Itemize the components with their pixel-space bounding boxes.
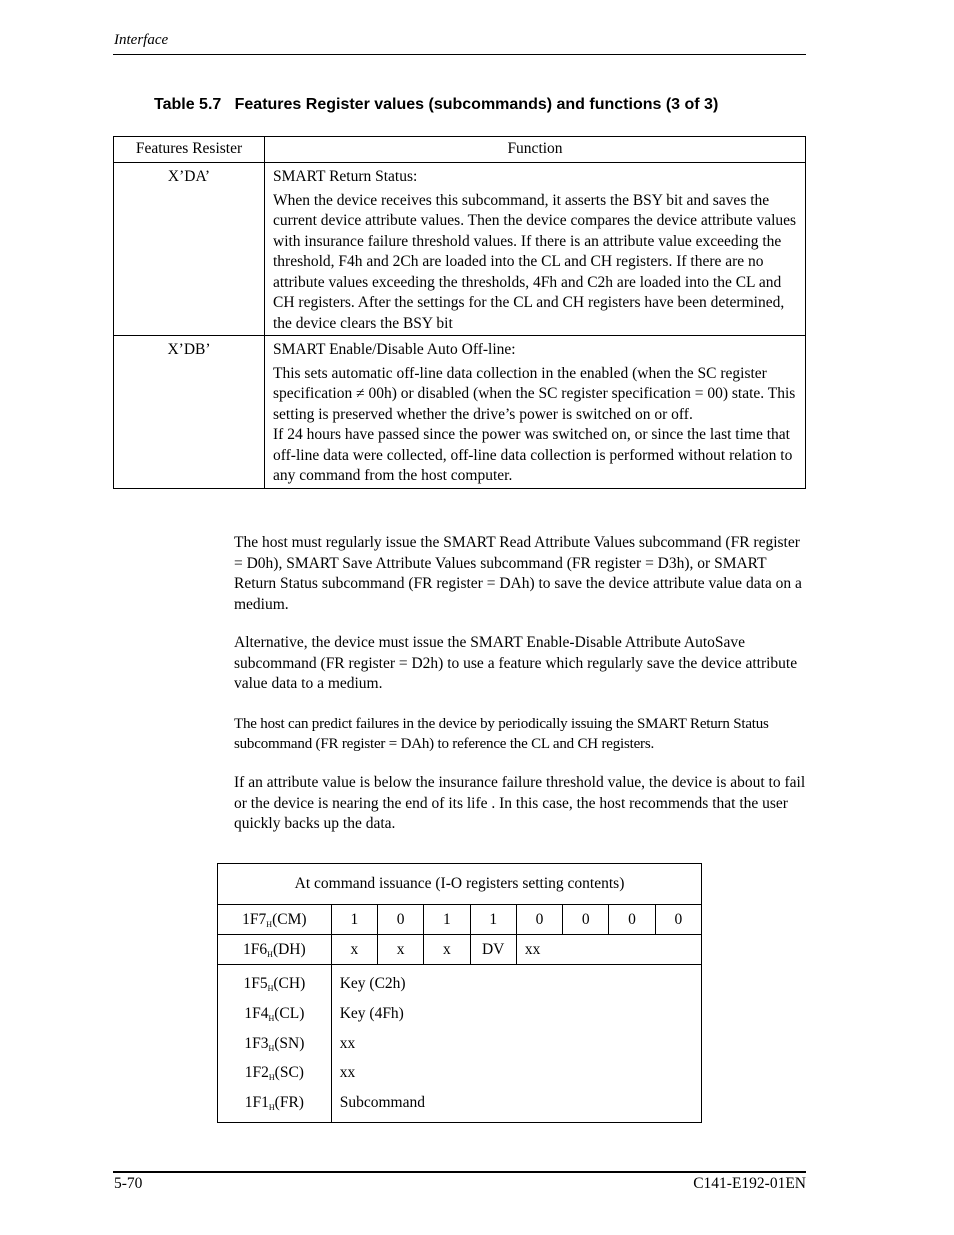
register-row-dh (218, 935, 702, 965)
register-value: xx (339, 1034, 356, 1052)
bit-value: 1 (424, 905, 470, 935)
function-description: When the device receives this subcommand, it asserts the BSY bit and saves the current device attribute values. Then the device compares the device attribute values with insurance failure threshold values. If there is an attribute value exceeding the threshold, F4h and 2Ch are loaded into the CL and CH registers. If there are no attribute values exceeding the thresholds, 4Fh and C2h are loaded into the CL and CH registers. After the settings for the CL and CH registers have been determined, the device clears the BSY bit (273, 191, 797, 332)
table-row (114, 163, 806, 336)
register-row-cm (218, 905, 702, 935)
feature-code: X’DB’ (114, 336, 265, 489)
register-table-caption: At command issuance (I-O registers setting contents) (218, 864, 702, 905)
register-value-column (331, 965, 701, 1123)
function-description-continued: If 24 hours have passed since the power was switched on, or since the last time that off-line data were collected, off-line data collection is performed without relation to any command from the host computer. (273, 426, 793, 484)
function-title: SMART Enable/Disable Auto Off-line: (273, 341, 516, 358)
bit-value: 0 (516, 905, 562, 935)
register-rows-stack (218, 965, 702, 1123)
register-value: Key (C2h) (339, 975, 406, 992)
bit-value: 1 (470, 905, 516, 935)
register-label: $1F3_H(SN)$ (244, 1034, 305, 1053)
register-caption-row (218, 864, 702, 905)
col-header-function: Function (265, 137, 806, 163)
paragraph-autosave: Alternative, the device must issue the SMART Enable-Disable Attribute AutoSave subcommand (FR register = D2h) to use a feature which regularly save the device attribute value data to a medium. (234, 634, 798, 692)
table-header-row (114, 137, 806, 163)
function-cell (265, 163, 806, 336)
col-header-features: Features Resister (114, 137, 265, 163)
register-label: $1F7_H(CM)$ (218, 905, 332, 935)
register-label: $1F6_H(DH)$ (218, 935, 332, 965)
register-value: Subcommand (339, 1094, 425, 1112)
table-row (114, 336, 806, 489)
header-rule (113, 54, 806, 55)
features-register-table (113, 136, 806, 489)
register-label: $1F4_H(CL)$ (244, 1004, 305, 1023)
bit-value: x (424, 935, 470, 965)
bit-value: 0 (563, 905, 609, 935)
register-value: xx (339, 1064, 356, 1082)
paragraph-predict-failures: The host can predict failures in the device by periodically issuing the SMART Return Status subcommand (FR register = DAh) to reference the CL and CH registers. (234, 716, 769, 752)
feature-code: X’DA’ (114, 163, 265, 336)
function-title: SMART Return Status: (273, 168, 418, 185)
register-label: $1F2_H(SC)$ (244, 1064, 304, 1083)
bit-value: 1 (331, 905, 377, 935)
running-header: Interface (114, 32, 169, 48)
function-description: This sets automatic off-line data collection in the enabled (when the SC register specification ≠ 00h) or disabled (when the SC register specification = 00) state. This setting is preserved whether the drive’s power is switched on or off. (273, 364, 796, 423)
bit-value: DV (470, 935, 516, 965)
bit-value: x (377, 935, 423, 965)
register-label-column (218, 965, 332, 1123)
register-label: $1F1_H(FR)$ (244, 1094, 304, 1113)
footer-rule (113, 1171, 806, 1173)
page-number: 5-70 (114, 1175, 143, 1192)
register-setting-table (217, 863, 702, 1123)
bit-value-rest: xx (516, 935, 701, 965)
bit-value: 0 (609, 905, 655, 935)
bit-value: 0 (655, 905, 701, 935)
function-cell (265, 336, 806, 489)
paragraph-threshold: If an attribute value is below the insurance failure threshold value, the device is about to fail or the device is nearing the end of its life . In this case, the host recommends that the user quickly backs up the data. (234, 774, 806, 832)
bit-value: 0 (377, 905, 423, 935)
document-code: C141-E192-01EN (693, 1175, 806, 1192)
register-label: $1F5_H(CH)$ (243, 975, 306, 993)
table-title: Table 5.7 Features Register values (subcommands) and functions (3 of 3) (154, 96, 719, 113)
paragraph-host-regular-issue: The host must regularly issue the SMART Read Attribute Values subcommand (FR register = D0h), SMART Save Attribute Values subcommand (FR register = D3h), or SMART Return Status subcommand (FR register = DAh) to save the device attribute value data on a medium. (234, 534, 802, 613)
register-value: Key (4Fh) (339, 1004, 404, 1022)
bit-value: x (331, 935, 377, 965)
